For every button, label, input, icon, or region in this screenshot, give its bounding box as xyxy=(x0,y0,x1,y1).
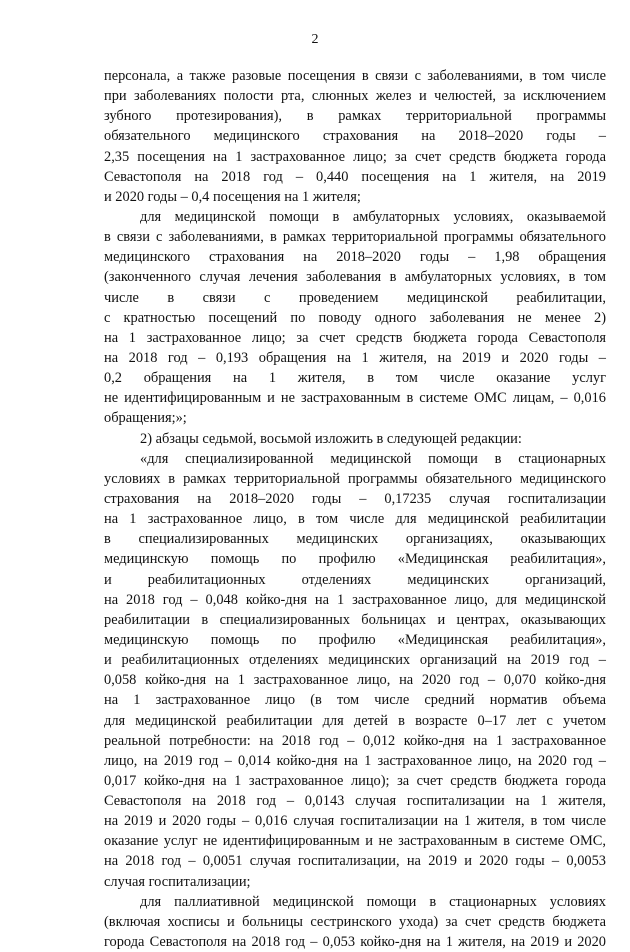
text-line: на 2019 и 2020 годы – 0,016 случая госпитализации на 1 жителя, в том числе xyxy=(104,813,606,830)
text-line: (включая хосписы и больницы сестринского ухода) за счет средств бюджета xyxy=(104,913,606,930)
text-line: обязательного медицинского страхования на 2018–2020 годы – xyxy=(104,128,606,145)
text-line: Севастополя на 2018 год – 0,0143 случая госпитализации на 1 жителя, xyxy=(104,793,606,810)
text-line: оказание услуг не идентифицированным и не застрахованным в системе ОМС, xyxy=(104,833,606,850)
text-line: для паллиативной медицинской помощи в стационарных условиях xyxy=(140,893,606,910)
document-body xyxy=(104,66,606,952)
text-line: реальной потребности: на 2018 год – 0,012 койко-дня на 1 застрахованное xyxy=(104,732,606,749)
text-line: и 2020 годы – 0,4 посещения на 1 жителя; xyxy=(104,188,361,205)
text-line: лицо, на 2019 год – 0,014 койко-дня на 1 застрахованное лицо, на 2020 год – xyxy=(104,752,606,769)
text-line: обращения;»; xyxy=(104,410,187,427)
text-line: для медицинской помощи в амбулаторных условиях, оказываемой xyxy=(140,208,606,225)
text-line: условиях в рамках территориальной программы обязательного медицинского xyxy=(104,470,606,487)
text-line: не идентифицированным и не застрахованным в системе ОМС лицам, – 0,016 xyxy=(104,390,606,407)
text-line: 2) абзацы седьмой, восьмой изложить в следующей редакции: xyxy=(140,430,522,447)
text-line: и реабилитационных отделениях медицинских организаций, xyxy=(104,571,606,588)
text-line: (законченного случая лечения заболевания в амбулаторных условиях, в том xyxy=(104,269,606,286)
text-line: реабилитации в специализированных больницах и центрах, оказывающих xyxy=(104,611,606,628)
text-line: при заболеваниях полости рта, слюнных желез и челюстей, за исключением xyxy=(104,88,606,105)
text-line: 0,2 обращения на 1 жителя, в том числе оказание услуг xyxy=(104,370,606,387)
text-line: страхования на 2018–2020 годы – 0,17235 случая госпитализации xyxy=(104,490,606,507)
text-line: в связи с заболеваниями, в рамках территориальной программы обязательного xyxy=(104,229,606,246)
text-line: медицинского страхования на 2018–2020 годы – 1,98 обращения xyxy=(104,249,606,266)
text-line: 2,35 посещения на 1 застрахованное лицо; за счет средств бюджета города xyxy=(104,148,606,165)
text-line: и реабилитационных отделениях медицинских организаций на 2019 год – xyxy=(104,652,606,669)
text-line: на 1 застрахованное лицо (в том числе средний норматив объема xyxy=(104,692,606,709)
text-line: числе в связи с проведением медицинской реабилитации, xyxy=(104,289,606,306)
text-line: на 1 застрахованное лицо; за счет средств бюджета города Севастополя xyxy=(104,329,606,346)
page-number: 2 xyxy=(311,32,319,47)
text-line: персонала, а также разовые посещения в связи с заболеваниями, в том числе xyxy=(104,68,606,84)
text-line: медицинскую помощь по профилю «Медицинская реабилитация», xyxy=(104,631,606,648)
text-line: для медицинской реабилитации для детей в возрасте 0–17 лет с учетом xyxy=(104,712,606,729)
text-line: с кратностью посещений по поводу одного заболевания не менее 2) xyxy=(104,309,606,326)
text-line: города Севастополя на 2018 год – 0,053 койко-дня на 1 жителя, на 2019 и 2020 xyxy=(104,934,606,951)
text-line: в специализированных медицинских организациях, оказывающих xyxy=(104,531,606,548)
text-line: «для специализированной медицинской помощи в стационарных xyxy=(140,450,606,467)
text-line: Севастополя на 2018 год – 0,440 посещения на 1 жителя, на 2019 xyxy=(104,168,606,185)
text-line: на 2018 год – 0,0051 случая госпитализации, на 2019 и 2020 годы – 0,0053 xyxy=(104,853,606,870)
text-line: 0,017 койко-дня на 1 застрахованное лицо); за счет средств бюджета города xyxy=(104,772,606,789)
text-line: на 2018 год – 0,193 обращения на 1 жителя, на 2019 и 2020 годы – xyxy=(104,349,606,366)
text-line: случая госпитализации; xyxy=(104,873,251,890)
text-line: на 1 застрахованное лицо, в том числе для медицинской реабилитации xyxy=(104,511,606,528)
text-line: зубного протезирования), в рамках территориальной программы xyxy=(104,108,606,125)
text-line: медицинскую помощь по профилю «Медицинская реабилитация», xyxy=(104,551,606,568)
text-line: 0,058 койко-дня на 1 застрахованное лицо, на 2020 год – 0,070 койко-дня xyxy=(104,672,606,689)
text-line: на 2018 год – 0,048 койко-дня на 1 застрахованное лицо, для медицинской xyxy=(104,591,606,608)
